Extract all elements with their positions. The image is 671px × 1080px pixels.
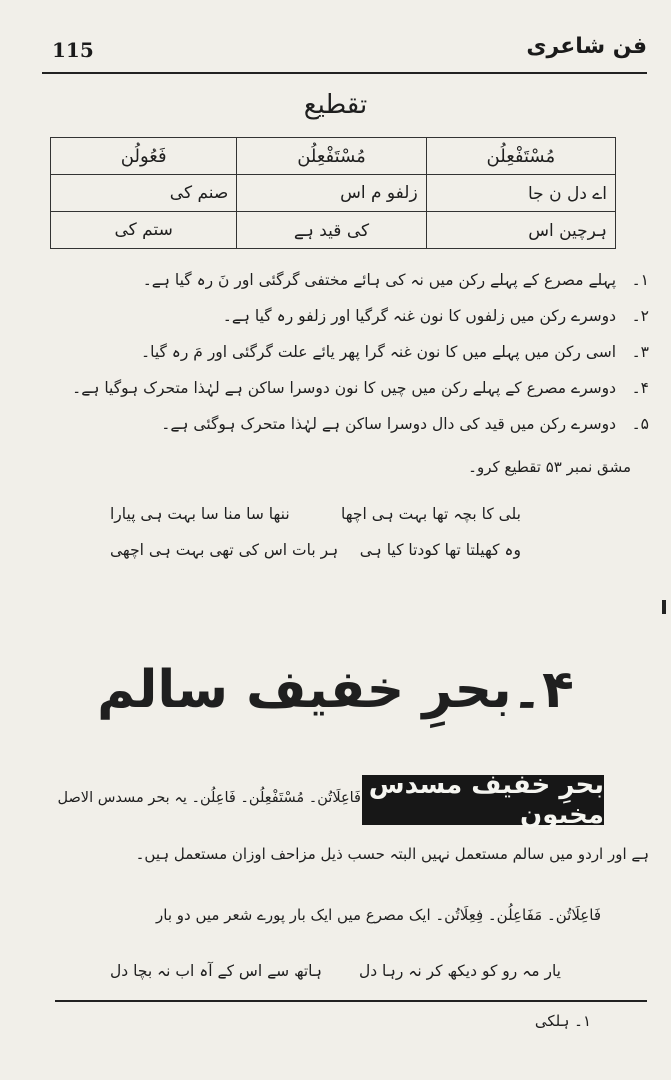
misra-first: وہ کھیلتا تھا کودتا کیا ہی	[359, 541, 521, 559]
list-item	[60, 334, 649, 370]
list-item	[60, 298, 649, 334]
book-title: فن شاعری	[526, 34, 647, 59]
misra-second: ننھا سا منا سا بہت ہی پیارا	[110, 505, 290, 523]
misra-second: ہاتھ سے اس کے آہ اب نہ بچا دل	[110, 962, 322, 980]
table-cell: صنم کی	[51, 175, 237, 212]
footnote: ۱۔ ہلکی	[534, 1012, 591, 1030]
table-cell: اے دل ن جا	[426, 175, 615, 212]
taqti-heading: تقطیع	[303, 90, 368, 120]
meter-pattern-text: فَاعِلَاتُن۔ مُسْتَفْعِلُن۔ فَاعِلُن۔ یہ بحر مسدس الاصل	[57, 790, 361, 806]
list-item	[60, 406, 649, 442]
note-text: اسی رکن میں پہلے میں کا نون غنہ گرا پھر یائے علت گرگئی اور مَ رہ گیا۔	[141, 343, 617, 361]
couplet	[110, 541, 521, 577]
misra-first: یار مہ رو کو دیکھ کر نہ رہا دل	[358, 962, 561, 980]
misra-second: ہر بات اس کی تھی بہت ہی اچھی	[110, 541, 339, 559]
meter-label: بحرِ خفیف مسدس مخبون	[362, 775, 604, 825]
column-header: مُسْتَفْعِلُن	[237, 138, 426, 175]
table-row	[51, 175, 616, 212]
note-number: ۵۔	[631, 415, 649, 433]
column-header: مُسْتَفْعِلُن	[426, 138, 615, 175]
meter-description: ہے اور اردو میں سالم مستعمل نہیں البتہ حسب ذیل مزاحف اوزان مستعمل ہیں۔	[135, 845, 649, 863]
list-item	[60, 262, 649, 298]
page-number: 115	[52, 38, 94, 62]
taqti-table	[50, 137, 616, 249]
exercise-couplets	[110, 505, 521, 577]
note-number: ۱۔	[631, 271, 649, 289]
note-number: ۲۔	[631, 307, 649, 325]
page-edge-mark	[662, 600, 666, 614]
table-cell: کی قید ہے	[237, 212, 426, 249]
table-cell: ستم کی	[51, 212, 237, 249]
misra-first: بلی کا بچہ تھا بہت ہی اچھا	[341, 505, 521, 523]
footnote-rule	[55, 1000, 647, 1002]
note-number: ۳۔	[631, 343, 649, 361]
note-text: دوسرے مصرع کے پہلے رکن میں چیں کا نون دوسرا ساکن ہے لہٰذا متحرک ہوگیا ہے۔	[72, 379, 617, 397]
table-cell: ہرچین اس	[426, 212, 615, 249]
table-cell: زلفو م اس	[237, 175, 426, 212]
notes-list	[60, 262, 649, 442]
section-title: ۴۔بحرِ خفیف سالم	[97, 660, 574, 720]
table-header-row	[51, 138, 616, 175]
table-row	[51, 212, 616, 249]
header-rule	[42, 72, 647, 74]
note-text: پہلے مصرع کے پہلے رکن میں نہ کی ہائے مختفی گرگئی اور نَ رہ گیا ہے۔	[142, 271, 617, 289]
note-text: دوسرے رکن میں زلفوں کا نون غنہ گرگیا اور زلفو رہ گیا ہے۔	[222, 307, 617, 325]
couplet	[110, 505, 521, 541]
example-couplet	[110, 962, 561, 992]
exercise-title: مشق نمبر ۵۳ تقطیع کرو۔	[468, 458, 631, 476]
column-header: فَعُولُن	[51, 138, 237, 175]
note-text: دوسرے رکن میں قید کی دال دوسرا ساکن ہے لہٰذا متحرک ہوگئی ہے۔	[161, 415, 617, 433]
list-item	[60, 370, 649, 406]
note-number: ۴۔	[631, 379, 649, 397]
meter-variant-line: فَاعِلَاتُن۔ مَفَاعِلُن۔ فِعِلَاتُن۔ ایک مصرع میں ایک بار پورے شعر میں دو بار	[156, 906, 601, 924]
